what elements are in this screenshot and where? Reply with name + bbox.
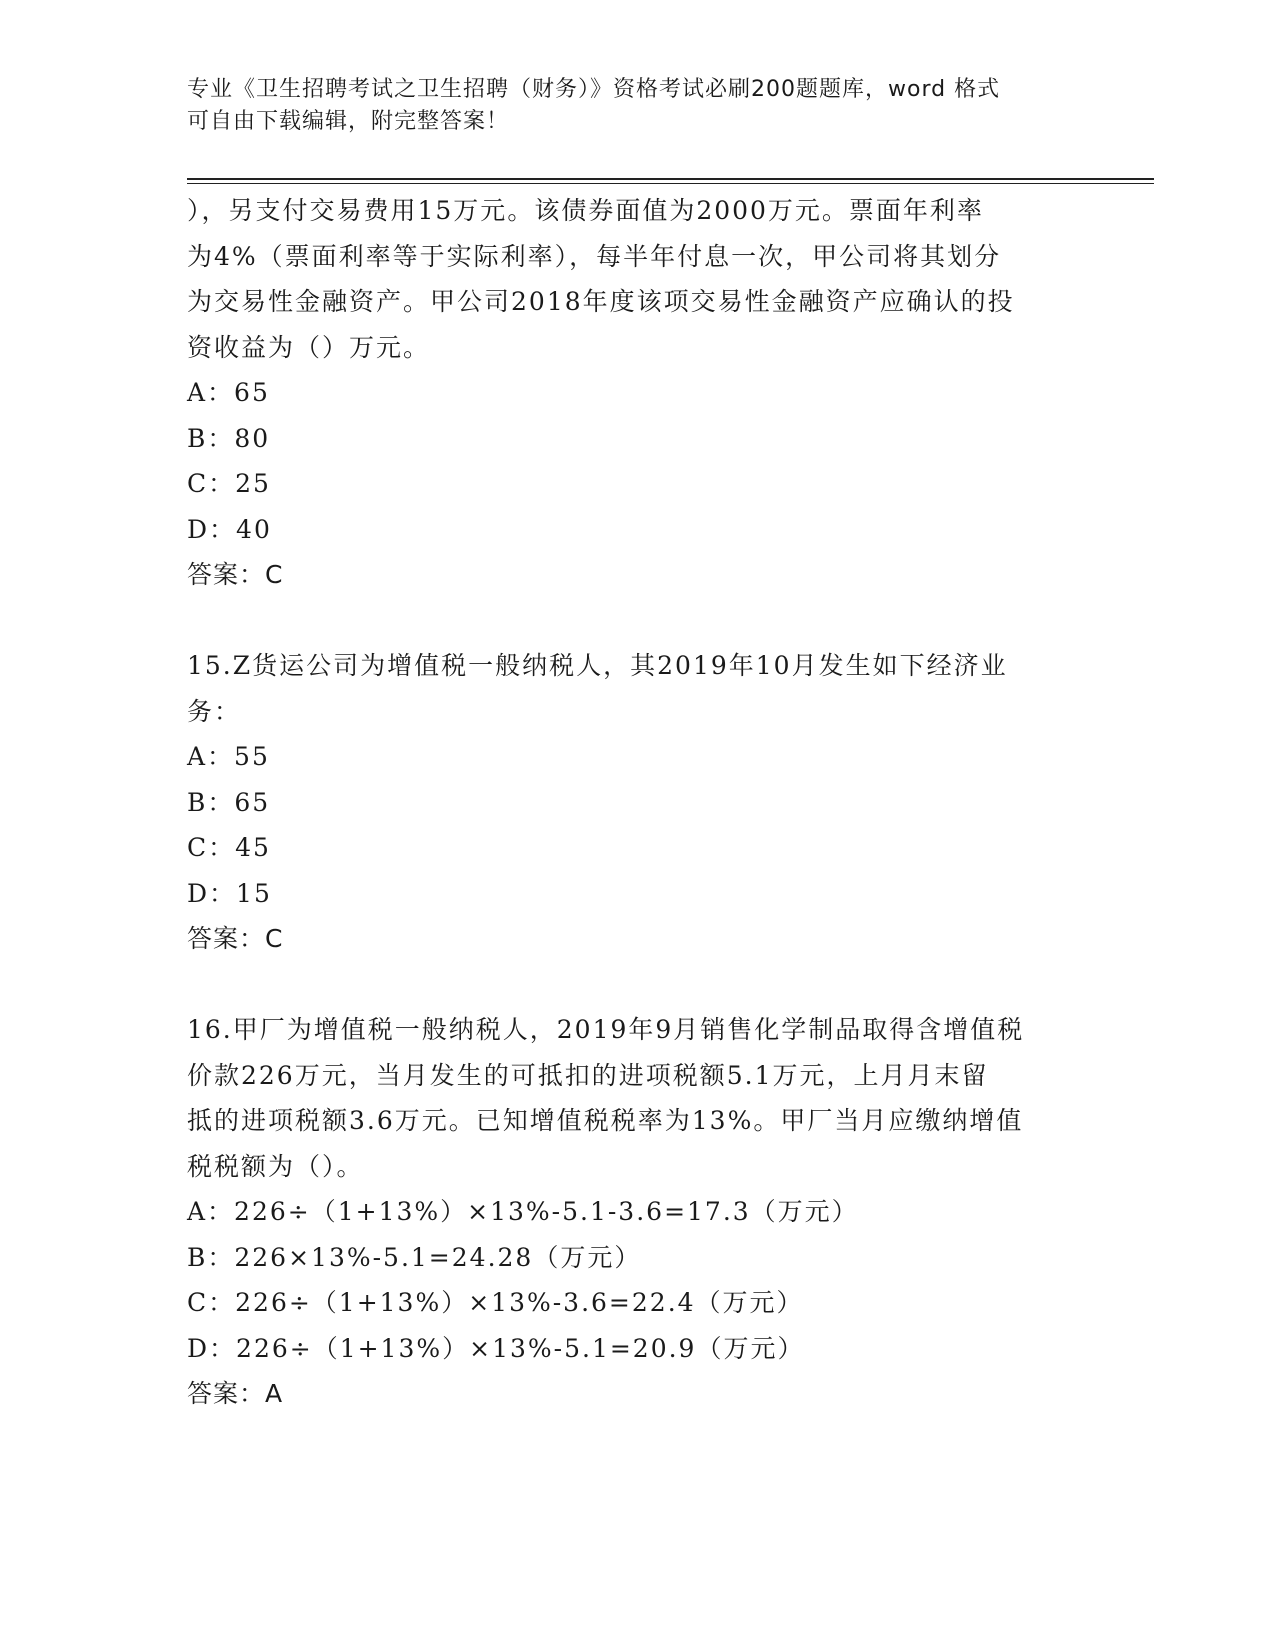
answer-line: 答案：C [187,924,284,953]
question-stem-line: 抵的进项税额3.6万元。已知增值税税率为13%。甲厂当月应缴纳增值 [187,1106,1024,1135]
header-divider-thin [187,183,1154,184]
answer-line: 答案：A [187,1379,284,1408]
header-line-1: 专业《卫生招聘考试之卫生招聘（财务）》资格考试必刷200题题库，word 格式 [187,77,1001,102]
question-stem-line: 务： [187,696,242,726]
document-header [187,74,1087,138]
question-stem-line: 资收益为（）万元。 [187,332,431,362]
option-d: D：40 [187,514,272,544]
option-b: B：226×13%-5.1=24.28（万元） [187,1242,642,1272]
question-spacer [187,598,1087,644]
question-stem-line: 16.甲厂为增值税一般纳税人，2019年9月销售化学制品取得含增值税 [187,1015,1025,1044]
header-line-2: 可自由下载编辑，附完整答案！ [187,109,510,134]
question-15 [187,643,1087,962]
option-a: A：65 [187,378,270,407]
option-a: A：55 [187,742,270,771]
question-spacer [187,962,1087,1008]
question-16 [187,1007,1087,1417]
question-stem-line: 为交易性金融资产。甲公司2018年度该项交易性金融资产应确认的投 [187,287,1015,316]
option-b: B：65 [187,787,271,817]
option-c: C：226÷（1+13%）×13%-3.6=22.4（万元） [187,1288,804,1317]
question-14 [187,188,1087,598]
question-stem-line: 为4%（票面利率等于实际利率），每半年付息一次，甲公司将其划分 [187,241,1002,271]
option-b: B：80 [187,423,271,453]
question-stem-line: 价款226万元，当月发生的可抵扣的进项税额5.1万元，上月月末留 [187,1060,989,1090]
option-a: A：226÷（1+13%）×13%-5.1-3.6=17.3（万元） [187,1197,859,1226]
question-list [187,188,1087,1417]
question-stem-line: 15.Z货运公司为增值税一般纳税人，其2019年10月发生如下经济业 [187,651,1008,680]
option-d: D：226÷（1+13%）×13%-5.1=20.9（万元） [187,1333,805,1363]
option-d: D：15 [187,878,272,908]
answer-line: 答案：C [187,560,284,589]
question-stem-line: ），另支付交易费用15万元。该债券面值为2000万元。票面年利率 [187,196,984,225]
header-divider-thick [187,178,1154,180]
question-stem-line: 税税额为（）。 [187,1151,364,1181]
option-c: C：25 [187,469,271,498]
option-c: C：45 [187,833,271,862]
